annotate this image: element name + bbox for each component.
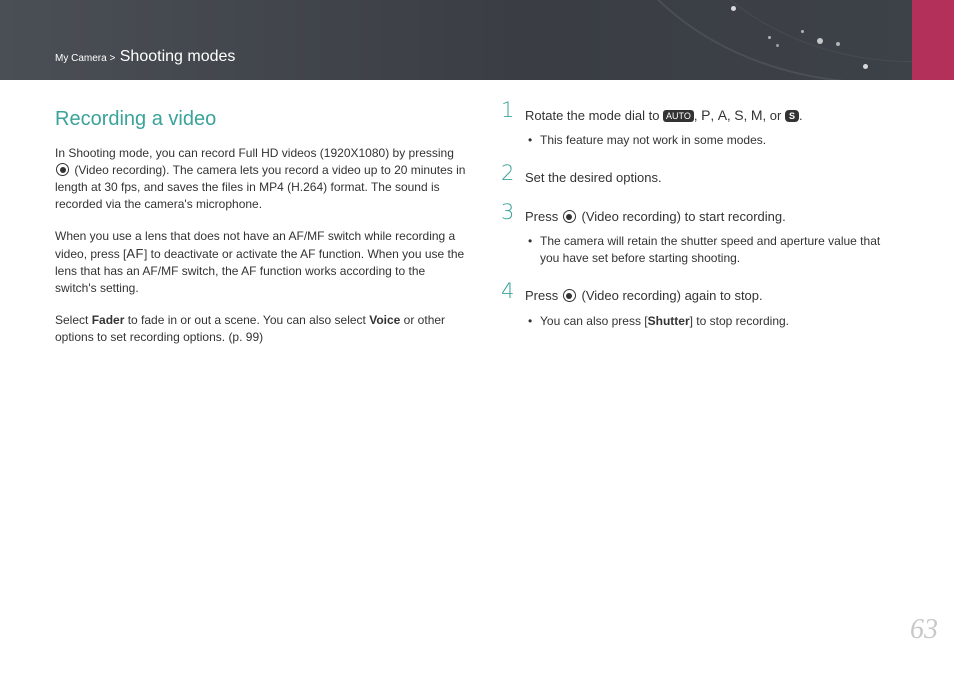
section-title: Recording a video — [55, 108, 217, 130]
a-mode-icon: A — [717, 107, 728, 123]
step-number: 1 — [501, 98, 515, 122]
step-3 — [500, 200, 900, 226]
sparkle-icon — [801, 30, 804, 33]
step-3-text-end: (Video recording) to start recording. — [581, 209, 786, 224]
af-text-end: ] to deactivate or activate the AF function. When you use the lens that has an AF/MF switch, the AF function works according to the switch's setting. — [55, 247, 465, 295]
section-accent-tab — [912, 0, 954, 80]
video-record-icon — [563, 210, 576, 223]
fader-paragraph — [55, 312, 467, 346]
step-4-note-end: ] to stop recording. — [689, 314, 790, 328]
intro-paragraph — [55, 145, 467, 213]
step-4-text-start: Press — [525, 288, 559, 303]
sparkle-icon — [817, 38, 823, 44]
fader-text-start: Select — [55, 313, 92, 327]
step-1: 1 Rotate the mode dial to AUTO , P, A, S, M, or S . — [501, 98, 803, 123]
step-2 — [500, 161, 900, 187]
step-3-note: • The camera will retain the shutter speed and aperture value that you have set before starting shooting. — [525, 233, 900, 267]
intro-column — [55, 108, 467, 361]
voice-option: Voice — [369, 313, 401, 327]
af-button-icon: AF — [126, 246, 144, 261]
af-text-start: When you use a lens that does not have an AF/MF switch while recording a video, press [ — [55, 229, 456, 261]
af-paragraph — [55, 228, 467, 297]
fader-text-mid: to fade in or out a scene. You can also select — [124, 313, 370, 327]
step-4-note-start: You can also press [ — [540, 314, 648, 328]
step-4 — [500, 279, 900, 305]
sparkle-icon — [863, 64, 868, 69]
p-mode-icon: P — [701, 107, 711, 123]
step-1-note: • This feature may not work in some modes. — [525, 132, 900, 149]
s-mode-icon: S — [734, 107, 744, 123]
breadcrumb-parent[interactable]: My Camera > — [55, 53, 116, 64]
video-record-icon — [563, 289, 576, 302]
fader-option: Fader — [91, 313, 125, 327]
smart-mode-icon: S — [785, 110, 799, 122]
step-3-text-start: Press — [525, 209, 559, 224]
m-mode-icon: M — [750, 107, 763, 123]
video-record-icon — [56, 163, 69, 176]
intro-text-start: In Shooting mode, you can record Full HD videos (1920X1080) by pressing — [55, 146, 454, 160]
step-number: 4 — [501, 279, 515, 303]
auto-mode-icon: AUTO — [663, 110, 694, 122]
sparkle-icon — [731, 6, 736, 11]
page-header — [0, 0, 954, 80]
steps-column — [500, 98, 900, 330]
shutter-button-label: Shutter — [647, 314, 690, 328]
breadcrumb-current: Shooting modes — [119, 48, 236, 65]
step-4-note — [525, 313, 900, 330]
sparkle-icon — [768, 36, 771, 39]
step-number: 2 — [501, 161, 515, 185]
step-1-text: Rotate the mode dial to — [525, 108, 660, 123]
step-1-or: , or — [762, 108, 782, 123]
step-4-text-end: (Video recording) again to stop. — [581, 288, 763, 303]
page-number: 63 — [910, 614, 938, 645]
step-number: 3 — [501, 200, 515, 224]
sparkle-icon — [776, 44, 779, 47]
step-2-text: Set the desired options. — [525, 170, 662, 185]
sparkle-icon — [836, 42, 840, 46]
breadcrumb — [55, 48, 235, 66]
fader-text-end: or other options to set recording options. (p. 99) — [55, 313, 446, 344]
intro-text-end: (Video recording). The camera lets you record a video up to 20 minutes in length at 30 fps, and saves the files in MP4 (H.264) format. The sound is recorded via the camera's microphone. — [55, 163, 466, 211]
